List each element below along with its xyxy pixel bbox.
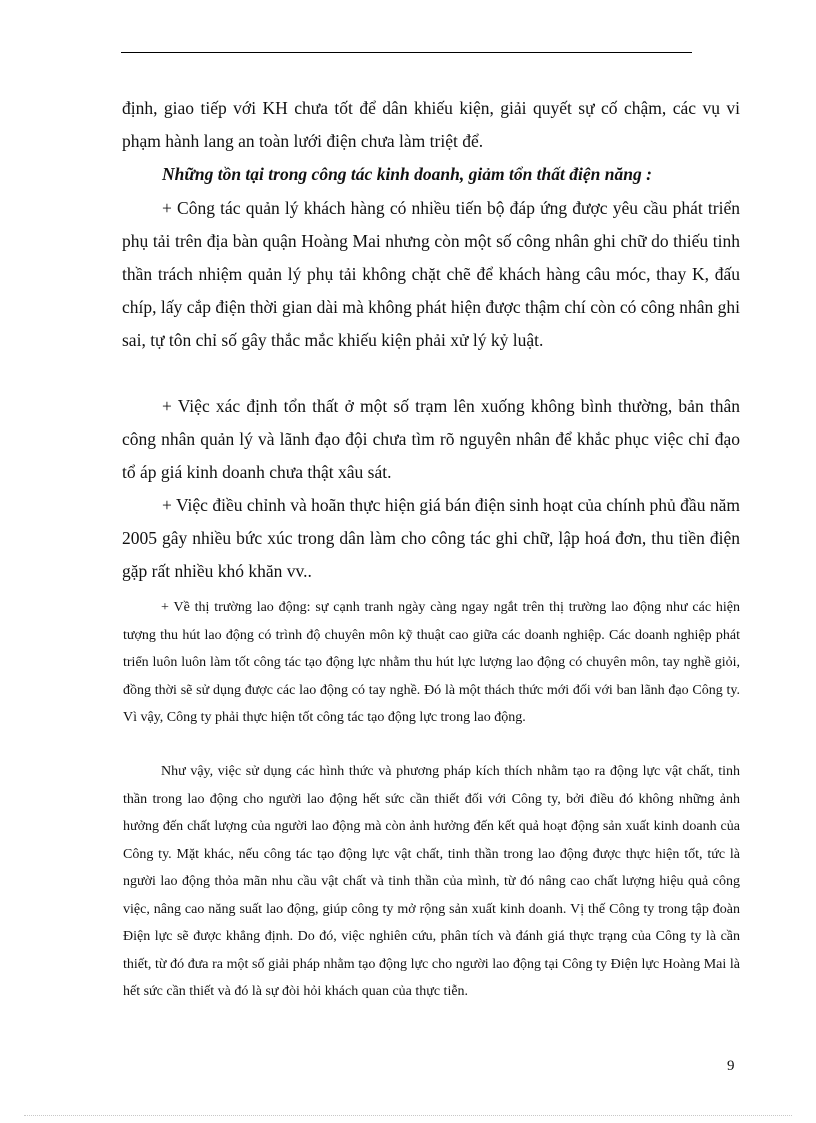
page-number: 9 <box>727 1058 735 1074</box>
page-bottom-border <box>24 1115 792 1116</box>
paragraph-continuation: định, giao tiếp với KH chưa tốt để dân khiếu kiện, giải quyết sự cố chậm, các vụ vi phạm hành lang an toàn lưới điện chưa làm triệt để. <box>122 98 740 151</box>
paragraph-price-adjustment: + Việc điều chỉnh và hoãn thực hiện giá bán điện sinh hoạt của chính phủ đầu năm 2005 gây nhiều bức xúc trong dân làm cho công tác ghi chữ, lập hoá đơn, thu tiền điện gặp rất nhiều khó khăn vv.. <box>122 495 740 581</box>
section-heading: Những tồn tại trong công tác kinh doanh, giảm tổn thất điện năng : <box>162 164 652 184</box>
paragraph-customer-management: + Công tác quản lý khách hàng có nhiều tiến bộ đáp ứng được yêu cầu phát triển phụ tải trên địa bàn quận Hoàng Mai nhưng còn một số công nhân ghi chữ do thiếu tinh thần trách nhiệm quản lý phụ tải không chặt chẽ để khách hàng câu móc, thay K, đấu chíp, lấy cắp điện thời gian dài mà không phát hiện được thậm chí còn có công nhân ghi sai, tự tôn chỉ số gây thắc mắc khiếu kiện phải xử lý kỷ luật. <box>122 198 740 350</box>
header-rule <box>121 52 692 53</box>
paragraph-labor-market: + Về thị trường lao động: sự cạnh tranh ngày càng ngay ngắt trên thị trường lao động như các hiện tượng thu hút lao động có trình độ chuyên môn kỹ thuật cao giữa các doanh nghiệp. Các doanh nghiệp phát triển luôn luôn làm tốt công tác tạo động lực nhằm thu hút lực lượng lao động có chuyên môn, tay nghề giỏi, đồng thời sẽ sử dụng được các lao động có tay nghề. Đó là một thách thức mới đối với ban lãnh đạo Công ty. Vì vậy, Công ty phải thực hiện tốt công tác tạo động lực trong lao động. <box>123 600 740 725</box>
paragraph-conclusion: Như vậy, việc sử dụng các hình thức và phương pháp kích thích nhằm tạo ra động lực vật chất, tinh thần trong lao động cho người lao động hết sức cần thiết đối với Công ty, bởi điều đó không những ảnh hưởng đến chất lượng của người lao động mà còn ảnh hưởng đến kết quả hoạt động sản xuất kinh doanh của Công ty. Mặt khác, nếu công tác tạo động lực vật chất, tinh thần trong lao động được thực hiện tốt, tức là người lao động thỏa mãn nhu cầu vật chất và tinh thần của mình, từ đó nâng cao chất lượng hiệu quả công việc, nâng cao năng suất lao động, giúp công ty mở rộng sản xuất kinh doanh. Vị thế Công ty trong tập đoàn Điện lực sẽ được khẳng định. Do đó, việc nghiên cứu, phân tích và đánh giá thực trạng của Công ty là cần thiết, từ đó đưa ra một số giải pháp nhằm tạo động lực cho người lao động tại Công ty Điện lực Hoàng Mai là hết sức cần thiết và đó là sự đòi hỏi khách quan của thực tiễn. <box>123 764 740 999</box>
paragraph-loss-determination: + Việc xác định tổn thất ở một số trạm lên xuống không bình thường, bản thân công nhân quản lý và lãnh đạo đội chưa tìm rõ nguyên nhân để khắc phục việc chỉ đạo tổ áp giá kinh doanh chưa thật xâu sát. <box>122 396 740 482</box>
